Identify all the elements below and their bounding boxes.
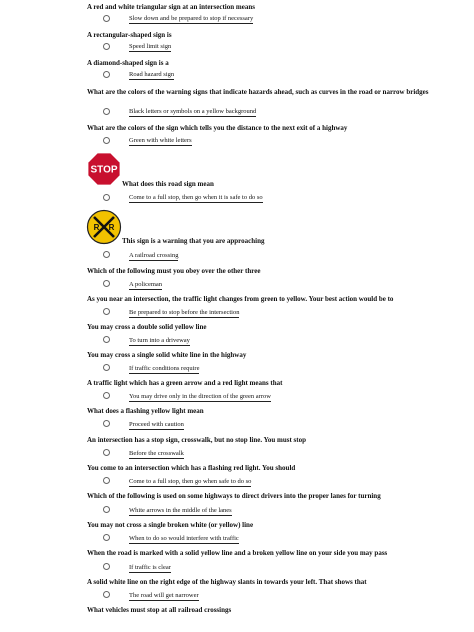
question-2: A rectangular-shaped sign is xyxy=(87,31,172,39)
question-17: You may not cross a single broken white (or yellow) line xyxy=(87,521,254,529)
answer-11: If traffic conditions require xyxy=(129,365,200,372)
question-15: You come to an intersection which has a flashing red light. You should xyxy=(87,464,296,472)
answer-19: The road will get narrower xyxy=(129,592,199,599)
answer-radio-19[interactable] xyxy=(103,591,110,598)
answer-radio-2[interactable] xyxy=(103,43,110,50)
answer-2: Speed limit sign xyxy=(129,43,172,50)
question-6: What does this road sign mean xyxy=(122,180,214,188)
railroad-sign-right-letter: R xyxy=(108,223,115,232)
answer-16: White arrows in the middle of the lanes xyxy=(129,507,232,514)
answer-radio-4[interactable] xyxy=(103,108,110,115)
answer-radio-1[interactable] xyxy=(103,15,110,22)
answer-5: Green with white letters xyxy=(129,137,192,144)
answer-radio-10[interactable] xyxy=(103,336,110,343)
question-4: What are the colors of the warning signs that indicate hazards ahead, such as curves in the road or narrow bridges xyxy=(87,88,429,96)
answer-radio-12[interactable] xyxy=(103,392,110,399)
answer-radio-5[interactable] xyxy=(103,137,110,144)
answer-radio-16[interactable] xyxy=(103,506,110,513)
question-20: What vehicles must stop at all railroad crossings xyxy=(87,606,232,614)
question-16: Which of the following is used on some highways to direct drivers into the proper lanes for turning xyxy=(87,492,381,500)
railroad-sign-left-letter: R xyxy=(93,223,100,232)
answer-17: When to do so would interfere with traffic xyxy=(129,535,239,542)
answer-13: Proceed with caution xyxy=(129,421,184,428)
question-10: You may cross a double solid yellow line xyxy=(87,323,207,331)
question-12: A traffic light which has a green arrow and a red light means that xyxy=(87,379,283,387)
question-7: This sign is a warning that you are approaching xyxy=(122,237,265,245)
question-11: You may cross a single solid white line in the highway xyxy=(87,351,247,359)
answer-radio-11[interactable] xyxy=(103,364,110,371)
question-13: What does a flashing yellow light mean xyxy=(87,407,204,415)
question-14: An intersection has a stop sign, crosswalk, but no stop line. You must stop xyxy=(87,436,306,444)
answer-radio-17[interactable] xyxy=(103,534,110,541)
answer-radio-8[interactable] xyxy=(103,280,110,287)
answer-15: Come to a full stop, then go when safe to do so xyxy=(129,478,252,485)
answer-7: A railroad crossing xyxy=(129,252,179,259)
answer-8: A policeman xyxy=(129,281,163,288)
question-5: What are the colors of the sign which tells you the distance to the next exit of a highway xyxy=(87,124,348,132)
answer-radio-3[interactable] xyxy=(103,71,110,78)
answer-9: Be prepared to stop before the intersection xyxy=(129,309,240,316)
answer-6: Come to a full stop, then go when it is safe to do so xyxy=(129,194,263,201)
answer-4: Black letters or symbols on a yellow background xyxy=(129,108,257,115)
stop-sign-image xyxy=(86,151,122,187)
answer-3: Road hazard sign xyxy=(129,71,175,78)
answer-radio-9[interactable] xyxy=(103,308,110,315)
question-3: A diamond-shaped sign is a xyxy=(87,59,169,67)
question-18: When the road is marked with a solid yellow line and a broken yellow line on your side you may pass xyxy=(87,549,388,557)
answer-1: Slow down and be prepared to stop if necessary xyxy=(129,15,254,22)
question-9: As you near an intersection, the traffic light changes from green to yellow. Your best action would be to xyxy=(87,295,394,303)
answer-radio-14[interactable] xyxy=(103,449,110,456)
question-1: A red and white triangular sign at an intersection means xyxy=(87,3,255,11)
answer-radio-15[interactable] xyxy=(103,477,110,484)
answer-14: Before the crosswalk xyxy=(129,450,184,457)
answer-18: If traffic is clear xyxy=(129,564,171,571)
question-8: Which of the following must you obey over the other three xyxy=(87,267,261,275)
railroad-crossing-sign-image xyxy=(86,209,122,245)
answer-10: To turn into a driveway xyxy=(129,337,190,344)
answer-radio-18[interactable] xyxy=(103,563,110,570)
answer-radio-7[interactable] xyxy=(103,251,110,258)
answer-radio-6[interactable] xyxy=(103,194,110,201)
answer-radio-13[interactable] xyxy=(103,420,110,427)
stop-sign-text: STOP xyxy=(90,164,118,176)
answer-12: You may drive only in the direction of the green arrow xyxy=(129,393,271,400)
question-19: A solid white line on the right edge of the highway slants in towards your left. That shows that xyxy=(87,578,367,586)
